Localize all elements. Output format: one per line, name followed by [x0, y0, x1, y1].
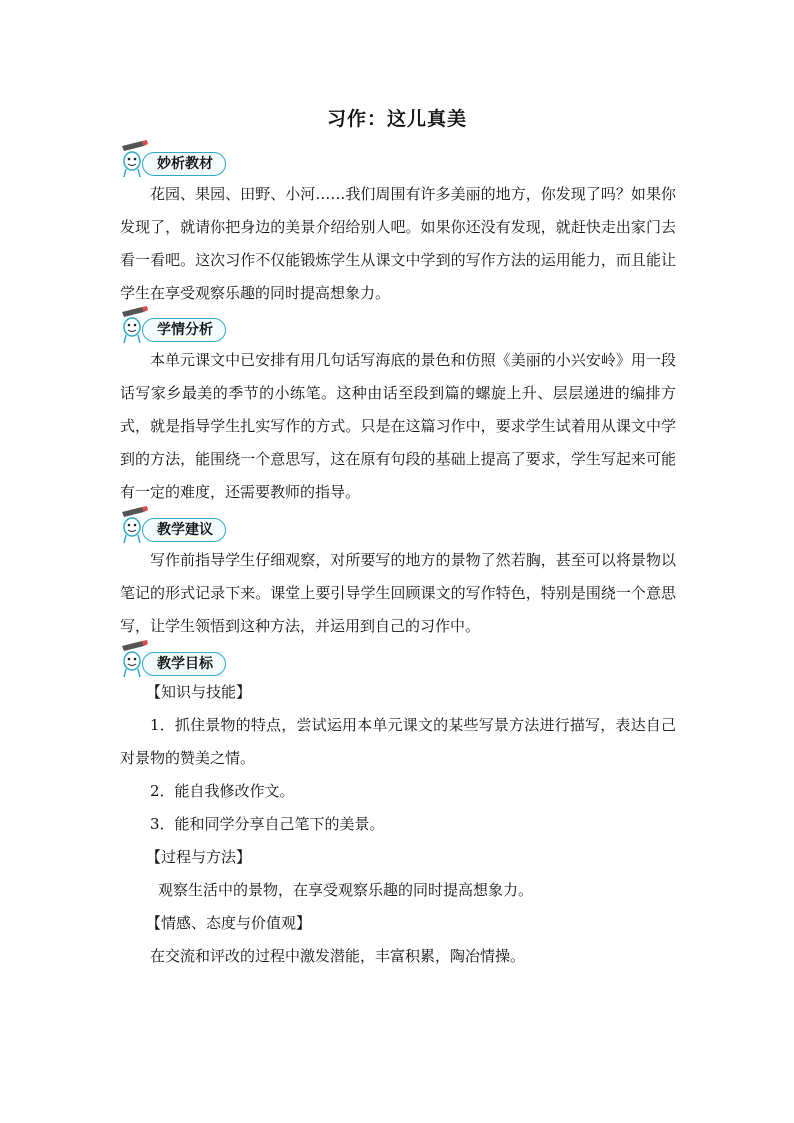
knowledge-heading: 【知识与技能】	[146, 683, 252, 701]
section-heading-teaching-advice	[118, 506, 278, 544]
knowledge-item-1: 1．抓住景物的特点，尝试运用本单元课文的某些写景方法进行描写，表达自己对景物的赞美之情。	[120, 716, 676, 767]
section-paragraph-teaching-material: 花园、果园、田野、小河……我们周围有许多美丽的地方，你发现了吗？如果你发现了，就请你把身边的美景介绍给别人吧。如果你还没有发现，就赶快走出家门去看一看吧。这次习作不仅能锻炼学生从课文中学到的写作方法的运用能力，而且能让学生在享受观察乐趣的同时提高想象力。	[120, 185, 676, 302]
section-paragraph-teaching-advice: 写作前指导学生仔细观察，对所要写的地方的景物了然若胸，甚至可以将景物以笔记的形式记录下来。课堂上要引导学生回顾课文的写作特色，特别是围绕一个意思写，让学生领悟到这种方法，并运用到自己的习作中。	[120, 551, 676, 635]
section-badge: 教学目标	[142, 652, 226, 676]
process-heading: 【过程与方法】	[146, 848, 252, 866]
section-heading-teaching-material	[118, 140, 278, 178]
process-text: 观察生活中的景物，在享受观察乐趣的同时提高想象力。	[158, 881, 534, 899]
emotion-text: 在交流和评改的过程中激发潜能，丰富积累，陶冶情操。	[150, 947, 526, 965]
section-badge: 学情分析	[142, 318, 226, 342]
knowledge-item-2: 2．能自我修改作文。	[150, 782, 295, 800]
emotion-heading: 【情感、态度与价值观】	[146, 914, 312, 932]
knowledge-item-3: 3．能和同学分享自己笔下的美景。	[150, 815, 385, 833]
section-badge: 妙析教材	[142, 152, 226, 176]
section-heading-learner-analysis	[118, 306, 278, 344]
page-title: 习作：这儿真美	[326, 108, 467, 130]
section-paragraph-learner-analysis: 本单元课文中已安排有用几句话写海底的景色和仿照《美丽的小兴安岭》用一段话写家乡最美的季节的小练笔。这种由话至段到篇的螺旋上升、层层递进的编排方式，就是指导学生扎实写作的方式。只是在这篇习作中，要求学生试着用从课文中学到的方法，能围绕一个意思写，这在原有句段的基础上提高了要求，学生写起来可能有一定的难度，还需要教师的指导。	[120, 351, 676, 501]
section-heading-teaching-goals	[118, 640, 278, 678]
section-badge: 教学建议	[142, 518, 226, 542]
